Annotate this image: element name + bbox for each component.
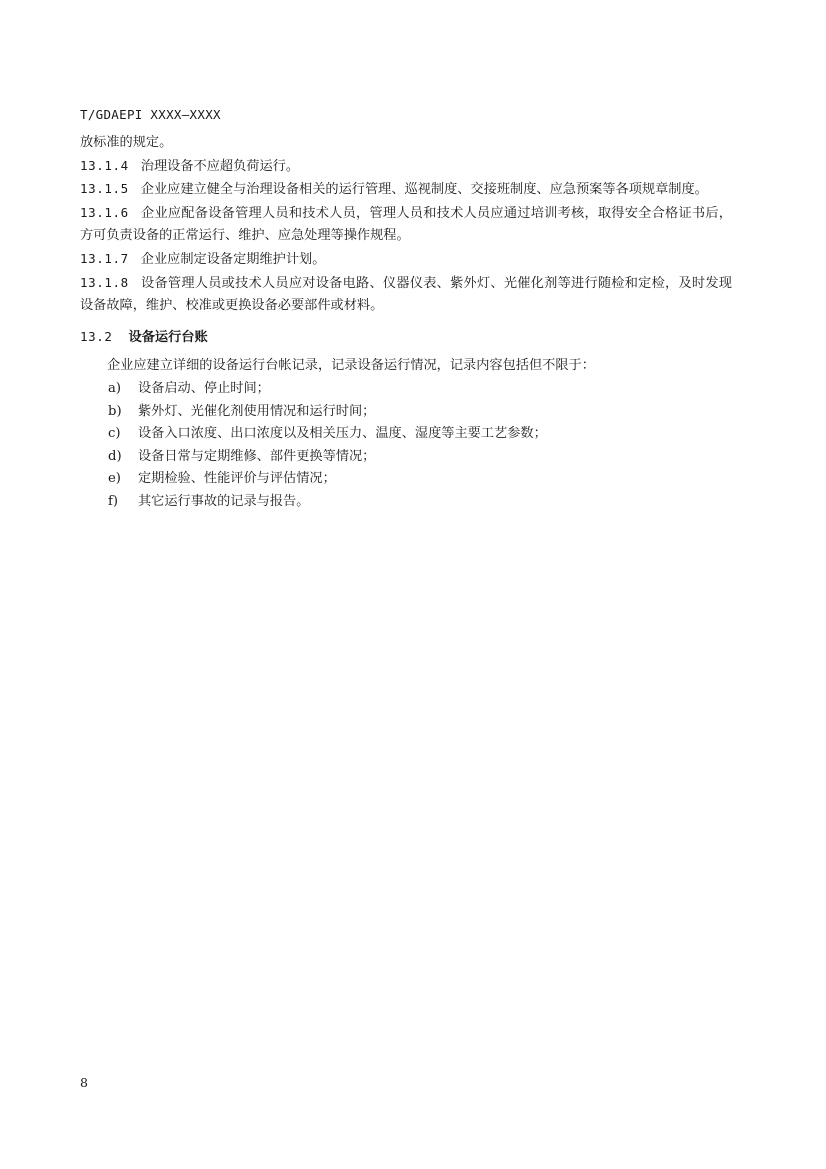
continuation-text: 放标准的规定。	[80, 135, 173, 150]
section-number: 13.2	[80, 328, 113, 344]
clause-13-1-7	[80, 248, 732, 272]
clause-text: 企业应建立健全与治理设备相关的运行管理、巡视制度、交接班制度、应急预案等各项规章制度。	[140, 182, 708, 198]
clause-number: 13.1.8	[80, 274, 129, 290]
section-title: 设备运行台账	[128, 329, 208, 345]
clause-number: 13.1.5	[80, 181, 129, 197]
section-intro: 企业应建立详细的设备运行台帐记录，记录设备运行情况，记录内容包括但不限于：	[107, 358, 595, 374]
list-text: 紫外灯、光催化剂使用情况和运行时间；	[138, 403, 376, 419]
list-item	[80, 378, 732, 401]
list-label: a)	[108, 380, 122, 396]
list-label: d)	[108, 448, 122, 464]
list-item	[80, 468, 732, 491]
list-item	[80, 401, 732, 424]
clause-number: 13.1.6	[80, 204, 129, 220]
list-label: e)	[108, 471, 121, 487]
clause-text: 企业应制定设备定期维护计划。	[140, 251, 326, 267]
page-number: 8	[80, 1075, 88, 1090]
clause-13-1-5	[80, 178, 732, 202]
list-label: c)	[108, 426, 121, 442]
standard-code: T/GDAEPI XXXX—XXXX	[80, 107, 221, 122]
list-text: 其它运行事故的记录与报告。	[138, 493, 310, 509]
clause-13-1-8	[80, 272, 732, 318]
clause-number: 13.1.7	[80, 250, 129, 266]
list-text: 设备启动、停止时间；	[138, 380, 270, 396]
clause-number: 13.1.4	[80, 157, 129, 173]
clause-13-1-6	[80, 202, 732, 248]
section-heading	[80, 326, 732, 350]
clause-text: 设备管理人员或技术人员应对设备电路、仪器仪表、紫外灯、光催化剂等进行随检和定检，及时发现设备故障，维护、校准或更换设备必要部件或材料。	[80, 275, 732, 314]
page-content	[80, 132, 732, 514]
clause-text: 企业应配备设备管理人员和技术人员，管理人员和技术人员应通过培训考核，取得安全合格证书后，方可负责设备的正常运行、维护、应急处理等操作规程。	[80, 205, 732, 244]
list-item	[80, 423, 732, 446]
list-item	[80, 491, 732, 514]
list-text: 设备入口浓度、出口浓度以及相关压力、温度、湿度等主要工艺参数；	[138, 426, 547, 442]
list-label: b)	[108, 403, 122, 419]
list-text: 设备日常与定期维修、部件更换等情况；	[138, 448, 376, 464]
list-item	[80, 446, 732, 469]
clause-13-1-4	[80, 155, 732, 179]
list-text: 定期检验、性能评价与评估情况；	[138, 471, 336, 487]
clause-text: 治理设备不应超负荷运行。	[140, 158, 300, 174]
list-label: f)	[108, 493, 119, 509]
